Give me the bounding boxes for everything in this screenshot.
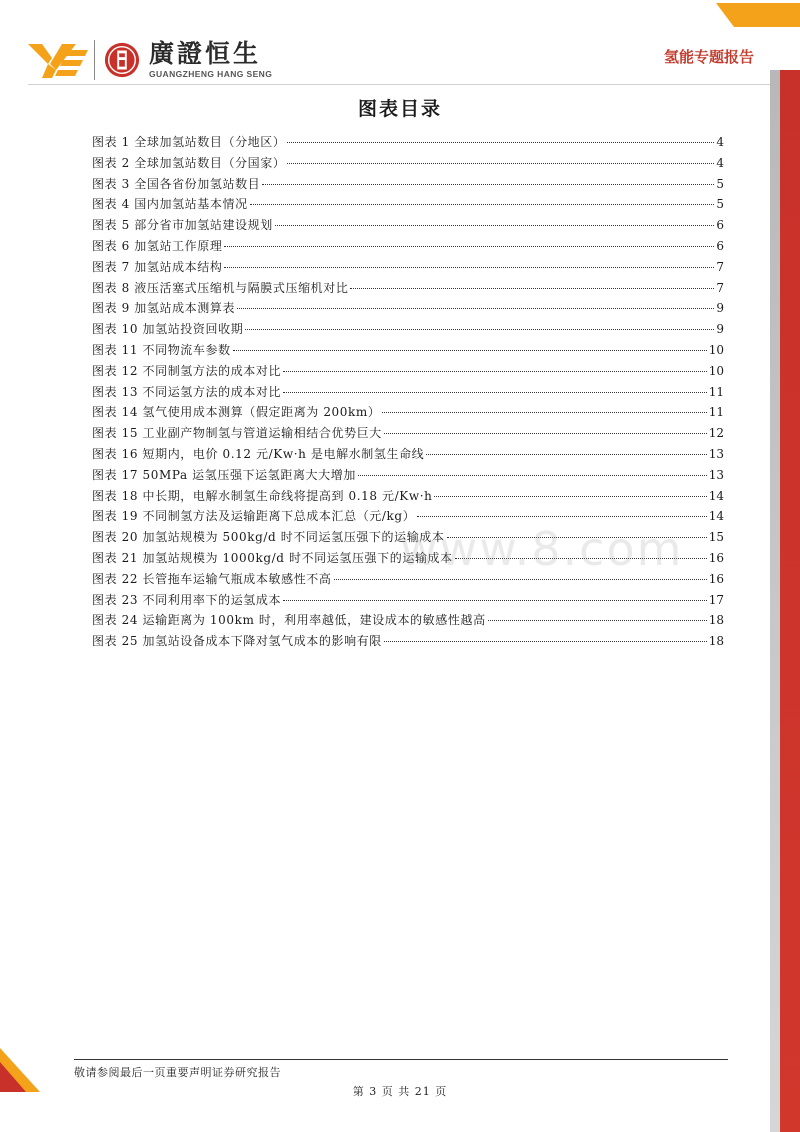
toc-entry-label: 图表 20 加氢站规模为 500kg/d 时不同运氢压强下的运输成本 xyxy=(92,530,445,545)
toc-entry-page: 10 xyxy=(708,342,724,357)
toc-entry-page: 16 xyxy=(708,571,724,586)
toc-entry-page: 18 xyxy=(708,613,724,628)
toc-leader-dots xyxy=(283,391,707,393)
toc-entry-label: 图表 25 加氢站设备成本下降对氢气成本的影响有限 xyxy=(92,634,382,649)
toc-entry-label: 图表 3 全国各省份加氢站数目 xyxy=(92,176,261,191)
toc-entry-label: 图表 19 不同制氢方法及运输距离下总成本汇总（元/kg） xyxy=(92,509,416,524)
toc-leader-dots xyxy=(250,203,715,205)
company-logo xyxy=(28,38,272,82)
seal-logo-icon xyxy=(103,41,141,79)
toc-entry[interactable] xyxy=(92,402,724,423)
toc-leader-dots xyxy=(233,349,707,351)
toc-entry-page: 10 xyxy=(708,363,724,378)
toc-leader-dots xyxy=(237,307,714,309)
header-accent-bar xyxy=(716,3,800,27)
toc-entry-label: 图表 6 加氢站工作原理 xyxy=(92,238,223,253)
toc-leader-dots xyxy=(382,411,706,413)
toc-leader-dots xyxy=(426,453,706,455)
toc-entry-label: 图表 9 加氢站成本测算表 xyxy=(92,301,236,316)
yf-logo-icon xyxy=(28,40,88,80)
toc-entry-label: 图表 24 运输距离为 100km 时，利用率越低，建设成本的敏感性越高 xyxy=(92,613,486,628)
footer-disclaimer: 敬请参阅最后一页重要声明证券研究报告 xyxy=(74,1066,281,1079)
toc-entry-label: 图表 23 不同利用率下的运氢成本 xyxy=(92,592,282,607)
toc-leader-dots xyxy=(350,287,714,289)
toc-entry-label: 图表 1 全球加氢站数目（分地区） xyxy=(92,135,286,149)
toc-entry-page: 5 xyxy=(716,197,724,212)
toc-entry-page: 13 xyxy=(708,467,724,482)
toc-entry[interactable] xyxy=(92,215,724,236)
toc-entry[interactable] xyxy=(92,631,724,652)
toc-entry[interactable] xyxy=(92,298,724,319)
toc-leader-dots xyxy=(384,640,707,642)
toc-entry-label: 图表 21 加氢站规模为 1000kg/d 时不同运氢压强下的运输成本 xyxy=(92,550,453,565)
toc-entry-label: 图表 10 加氢站投资回收期 xyxy=(92,322,244,337)
toc-entry-label: 图表 17 50MPa 运氢压强下运氢距离大大增加 xyxy=(92,467,356,482)
toc-entry-label: 图表 8 液压活塞式压缩机与隔膜式压缩机对比 xyxy=(92,280,349,295)
toc-leader-dots xyxy=(434,495,706,497)
toc-leader-dots xyxy=(224,245,714,247)
toc-entry-page: 7 xyxy=(716,280,724,295)
toc-entry[interactable] xyxy=(92,257,724,278)
toc-leader-dots xyxy=(287,162,714,164)
toc-leader-dots xyxy=(417,515,706,517)
toc-leader-dots xyxy=(384,432,707,434)
logo-divider xyxy=(94,40,95,80)
toc-entry-label: 图表 14 氢气使用成本测算（假定距离为 200km） xyxy=(92,405,381,420)
toc-entry-page: 11 xyxy=(708,384,724,399)
toc-entry[interactable] xyxy=(92,319,724,340)
toc-entry[interactable] xyxy=(92,236,724,257)
toc-entry[interactable] xyxy=(92,278,724,299)
toc-leader-dots xyxy=(334,578,707,580)
toc-entry[interactable] xyxy=(92,486,724,507)
toc-entry-page: 12 xyxy=(708,426,724,441)
toc-entry[interactable] xyxy=(92,590,724,611)
toc-entry-label: 图表 18 中长期，电解水制氢生命线将提高到 0.18 元/Kw·h xyxy=(92,488,433,503)
toc-leader-dots xyxy=(358,474,707,476)
page-number: 第 3 页 共 21 页 xyxy=(352,1085,448,1098)
toc-entry-page: 18 xyxy=(708,634,724,649)
toc-entry-label: 图表 12 不同制氢方法的成本对比 xyxy=(92,363,282,378)
toc-entry-page: 11 xyxy=(708,405,724,420)
toc-entry-page: 15 xyxy=(708,530,724,545)
header-divider xyxy=(28,84,770,85)
toc-entry-label: 图表 13 不同运氢方法的成本对比 xyxy=(92,384,282,399)
toc-leader-dots xyxy=(262,183,714,185)
toc-entry[interactable] xyxy=(92,465,724,486)
toc-entry-label: 图表 2 全球加氢站数目（分国家） xyxy=(92,155,286,170)
toc-entry-page: 9 xyxy=(716,301,724,316)
toc-entry-page: 14 xyxy=(708,509,724,524)
toc-entry[interactable] xyxy=(92,444,724,465)
toc-leader-dots xyxy=(275,224,714,226)
toc-entry-page: 6 xyxy=(716,218,724,233)
toc-leader-dots xyxy=(283,599,707,601)
brand-name-en: GUANGZHENG HANG SENG xyxy=(149,69,273,79)
toc-entry-label: 图表 4 国内加氢站基本情况 xyxy=(92,197,248,212)
toc-entry-label: 图表 11 不同物流车参数 xyxy=(92,342,231,357)
toc-entry-label: 图表 15 工业副产物制氢与管道运输相结合优势巨大 xyxy=(92,426,382,441)
footer-divider xyxy=(74,1059,728,1060)
toc-entry[interactable] xyxy=(92,423,724,444)
toc-entry-label: 图表 22 长管拖车运输气瓶成本敏感性不高 xyxy=(92,571,332,586)
toc-entry[interactable] xyxy=(92,132,724,153)
toc-entry[interactable] xyxy=(92,361,724,382)
toc-leader-dots xyxy=(287,141,714,143)
toc-entry-page: 16 xyxy=(708,550,724,565)
toc-entry-label: 图表 7 加氢站成本结构 xyxy=(92,259,223,274)
toc-leader-dots xyxy=(283,370,707,372)
toc-entry-page: 4 xyxy=(716,135,724,149)
toc-entry-label: 图表 5 部分省市加氢站建设规划 xyxy=(92,218,273,233)
toc-entry[interactable] xyxy=(92,610,724,631)
toc-leader-dots xyxy=(245,328,714,330)
toc-entry-page: 9 xyxy=(716,322,724,337)
right-edge-shadow xyxy=(770,70,780,1132)
toc-entry-page: 17 xyxy=(708,592,724,607)
toc-entry-page: 4 xyxy=(716,155,724,170)
toc-entry-page: 7 xyxy=(716,259,724,274)
toc-title: 图表目录 xyxy=(357,98,442,120)
toc-leader-dots xyxy=(224,266,714,268)
toc-entry[interactable] xyxy=(92,153,724,174)
toc-entry[interactable] xyxy=(92,340,724,361)
toc-entry[interactable] xyxy=(92,194,724,215)
toc-leader-dots xyxy=(488,619,707,621)
watermark: www.8.com xyxy=(400,522,684,576)
toc-entry[interactable] xyxy=(92,174,724,195)
toc-entry[interactable] xyxy=(92,382,724,403)
toc-entry-page: 6 xyxy=(716,238,724,253)
right-edge-bar xyxy=(780,70,800,1132)
brand-name-cn: 廣證恒生 xyxy=(149,39,262,68)
report-type-label: 氢能专题报告 xyxy=(664,48,755,66)
toc-entry-label: 图表 16 短期内，电价 0.12 元/Kw·h 是电解水制氢生命线 xyxy=(92,446,425,461)
toc-entry-page: 13 xyxy=(708,446,724,461)
toc-entry-page: 5 xyxy=(716,176,724,191)
toc-entry-page: 14 xyxy=(708,488,724,503)
